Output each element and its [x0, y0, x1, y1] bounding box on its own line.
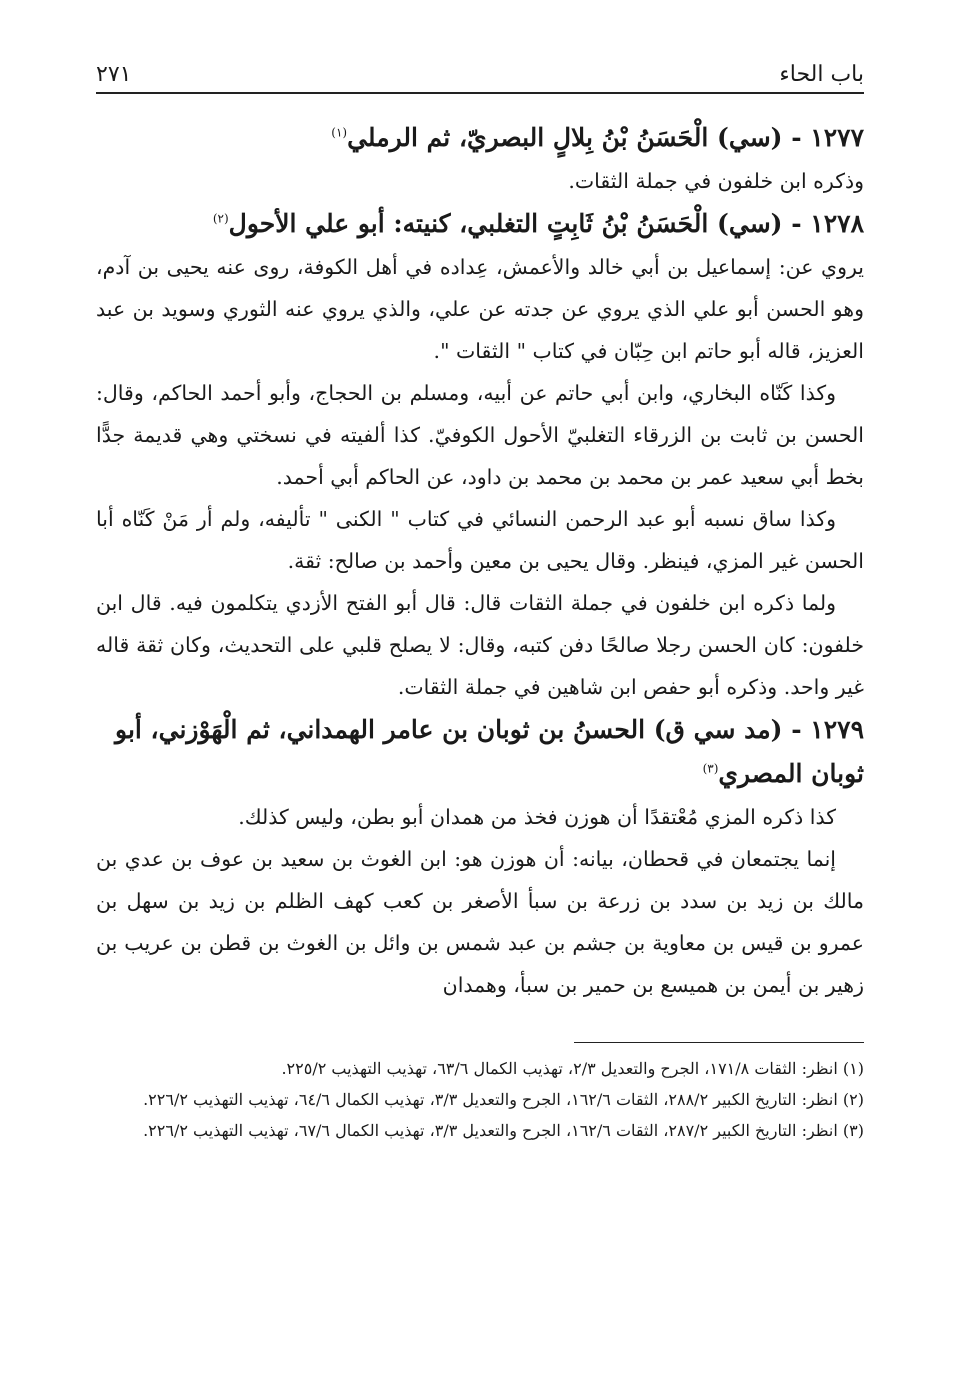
footnote-ref-2[interactable]: (٢) [212, 211, 229, 226]
footnote-1: (١) انظر: الثقات ١٧١/٨، الجرح والتعديل ٢/٣، تهذيب الكمال ٦٣/٦، تهذيب التهذيب ٢٢٥/٢. [281, 1059, 864, 1078]
footnote-3: (٣) انظر: التاريخ الكبير ٢٨٧/٢، الثقات ١٦٢/٦، الجرح والتعديل ٣/٣، تهذيب الكمال ٦٧/٦، تهذيب التهذيب ٢٢٦/٢. [143, 1121, 864, 1140]
footnote-ref-1[interactable]: (١) [331, 125, 348, 140]
paragraph: كذا ذكره المزي مُعْتقدًا أن هوزن فخذ من همدان أبو بطن، وليس كذلك. [238, 805, 836, 829]
running-header [96, 58, 864, 94]
paragraph: يروي عن: إسماعيل بن أبي خالد والأعمش، عِداده في أهل الكوفة، روى عنه يحيى بن آدم، وهو الحسن أبو علي الذي يروي عن جدته عن علي، والذي يروي عنه الثوري وسويد بن عبد العزيز، قاله أبو حاتم ابن حِبّان في كتاب " الثقات ". [96, 255, 864, 363]
paragraph: إنما يجتمعان في قحطان، بيانه: أن هوزن هو: ابن الغوث بن سعيد بن عوف بن عدي بن مالك بن زيد بن سدد بن زرعة بن سبأ الأصغر بن كعب كهف الظلم بن زيد بن سهل بن عمرو بن قيس بن معاوية بن جشم بن عبد شمس بن وائل بن الغوث بن قطن بن عريب بن زهير بن أيمن بن هميسع بن حمير بن سبأ، وهمدان [96, 847, 864, 997]
footnote-2: (٢) انظر: التاريخ الكبير ٢٨٨/٢، الثقات ١٦٢/٦، الجرح والتعديل ٣/٣، تهذيب الكمال ٦٤/٦، تهذيب التهذيب ٢٢٦/٢. [143, 1090, 864, 1109]
footnotes [96, 1053, 864, 1146]
chapter-title: باب الحاء [779, 62, 864, 87]
entry-heading-1277: ١٢٧٧ - (سي) الْحَسَنُ بْنُ بِلالٍ البصريّ، ثم الرملي$^{(١)}$ [331, 123, 864, 152]
paragraph: وكذا كَنّاه البخاري، وابن أبي حاتم عن أبيه، ومسلم بن الحجاج، وأبو أحمد الحاكم، وقال: الحسن بن ثابت بن الزرقاء التغلبيّ الأحول الكوفيّ. كذا ألفيته في نسختي وهي قديمة جدًّا بخط أبي سعيد عمر بن محمد بن محمد بن داود، عن الحاكم أبي أحمد. [96, 381, 864, 489]
book-page [96, 58, 864, 1328]
paragraph: وذكره ابن خلفون في جملة الثقات. [568, 169, 864, 193]
footnote-ref-3[interactable]: (٣) [702, 761, 719, 776]
entry-heading-1279: ١٢٧٩ - (مد سي ق) الحسنُ بن ثوبان بن عامر الهمداني، ثم الْهَوْزني، أبو ثوبان المصري$^{(٣)}$ [115, 715, 864, 788]
paragraph: ولما ذكره ابن خلفون في جملة الثقات قال: قال أبو الفتح الأزدي يتكلمون فيه. قال ابن خلفون: كان الحسن رجلا صالحًا دفن كتبه، وقال: لا يصلح قلبي على التحديث، وكان ثقة قاله غير واحد. وذكره أبو حفص ابن شاهين في جملة الثقات. [96, 591, 864, 699]
page-number: ٢٧١ [96, 62, 132, 87]
paragraph: وكذا ساق نسبه أبو عبد الرحمن النسائي في كتاب " الكنى " تأليفه، ولم أر مَنْ كَنّاه أبا الحسن غير المزي، فينظر. وقال يحيى بن معين وأحمد بن صالح: ثقة. [96, 507, 864, 573]
footnote-divider [574, 1042, 864, 1043]
main-text [96, 116, 864, 1006]
entry-heading-1278: ١٢٧٨ - (سي) الْحَسَنُ بْنُ ثَابِتٍ التغلبي، كنيته: أبو علي الأحول$^{(٢)}$ [212, 209, 864, 238]
